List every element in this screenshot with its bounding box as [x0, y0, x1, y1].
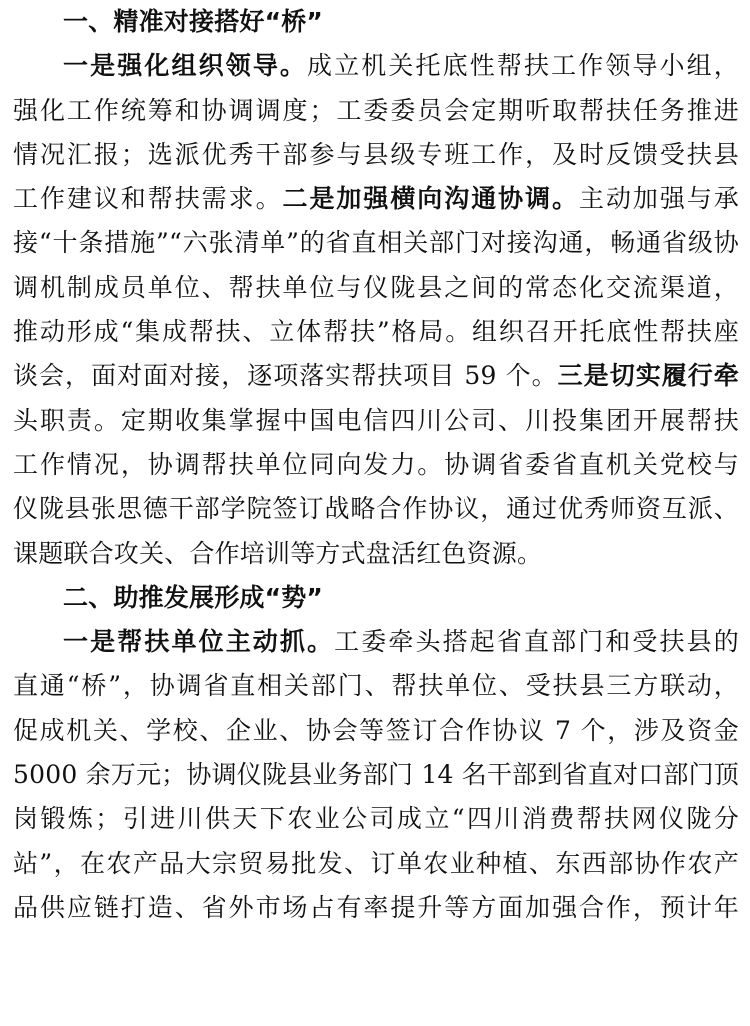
text-run: 推动形成“集成帮扶、立体帮扶”格局。组织召开托底性帮扶座 — [13, 317, 739, 347]
text-run: 头职责。 — [13, 405, 121, 435]
paragraph-line — [13, 310, 739, 354]
paragraph-line — [13, 709, 739, 753]
paragraph-line — [13, 354, 739, 398]
emphasis-phrase: 三是切实履行牵 — [557, 361, 739, 391]
paragraph-line — [13, 89, 739, 133]
paragraph-line — [13, 44, 739, 88]
paragraph-line — [13, 620, 739, 664]
paragraph-line — [13, 177, 739, 221]
text-run: 成立机关托底性帮扶工作领导小组， — [307, 51, 739, 81]
text-run: 站”，在农产品大宗贸易批发、订单农业种植、东西部协作农产 — [13, 848, 739, 878]
text-run: 岗锻炼；引进川供天下农业公司成立“四川消费帮扶网仪陇分 — [13, 804, 739, 834]
emphasis-phrase: 一是帮扶单位主动抓。 — [63, 627, 335, 657]
paragraph-line — [13, 842, 739, 886]
paragraph-line — [13, 221, 739, 265]
emphasis-phrase: 一是强化组织领导。 — [63, 51, 308, 81]
text-run: 调机制成员单位、帮扶单位与仪陇县之间的常态化交流渠道， — [13, 272, 739, 302]
paragraph-line — [13, 443, 739, 487]
text-run: 5000 余万元；协调仪陇县业务部门 14 名干部到省直对口部门顶 — [13, 760, 739, 790]
text-run: 强化工作统筹和协调调度；工委委员会定期听取帮扶任务推进 — [13, 95, 739, 125]
text-run: 直通“桥”，协调省直相关部门、帮扶单位、受扶县三方联动， — [13, 671, 739, 701]
document-page — [13, 0, 739, 930]
paragraph-line — [13, 266, 739, 310]
text-run: 接“十条措施”“六张清单”的省直相关部门对接沟通，畅通省级协 — [13, 228, 739, 258]
text-run: 品供应链打造、省外市场占有率提升等方面加强合作，预计年 — [13, 892, 739, 922]
text-run: 主动加强与承 — [579, 184, 739, 214]
section-heading: 二、助推发展形成“势” — [63, 582, 324, 612]
paragraph-line — [13, 886, 739, 930]
emphasis-phrase: 二是加强横向沟通协调。 — [282, 184, 580, 214]
text-run: 课题联合攻关、合作培训等方式盘活红色资源。 — [13, 538, 543, 568]
text-run: 工作建议和帮扶需求。 — [13, 184, 283, 214]
text-run: 工委牵头搭起省直部门和受扶县的 — [334, 627, 739, 657]
paragraph-line — [13, 753, 739, 797]
text-run: 定期收集掌握中国电信四川公司、川投集团开展帮扶 — [120, 405, 739, 435]
text-run: 工作情况，协调帮扶单位同向发力。协调省委省直机关党校与 — [13, 449, 739, 479]
paragraph-line — [13, 797, 739, 841]
text-run: 仪陇县张思德干部学院签订战略合作协议，通过优秀师资互派、 — [13, 494, 739, 524]
paragraph-line — [13, 532, 739, 576]
paragraph-line — [13, 133, 739, 177]
paragraph-line — [13, 664, 739, 708]
section-heading: 一、精准对接搭好“桥” — [63, 7, 324, 36]
text-run: 促成机关、学校、企业、协会等签订合作协议 7 个，涉及资金 — [13, 715, 739, 745]
paragraph-line — [13, 487, 739, 531]
text-run: 谈会，面对面对接，逐项落实帮扶项目 59 个。 — [13, 361, 558, 391]
paragraph-line — [13, 399, 739, 443]
text-run: 情况汇报；选派优秀干部参与县级专班工作，及时反馈受扶县 — [13, 139, 739, 169]
